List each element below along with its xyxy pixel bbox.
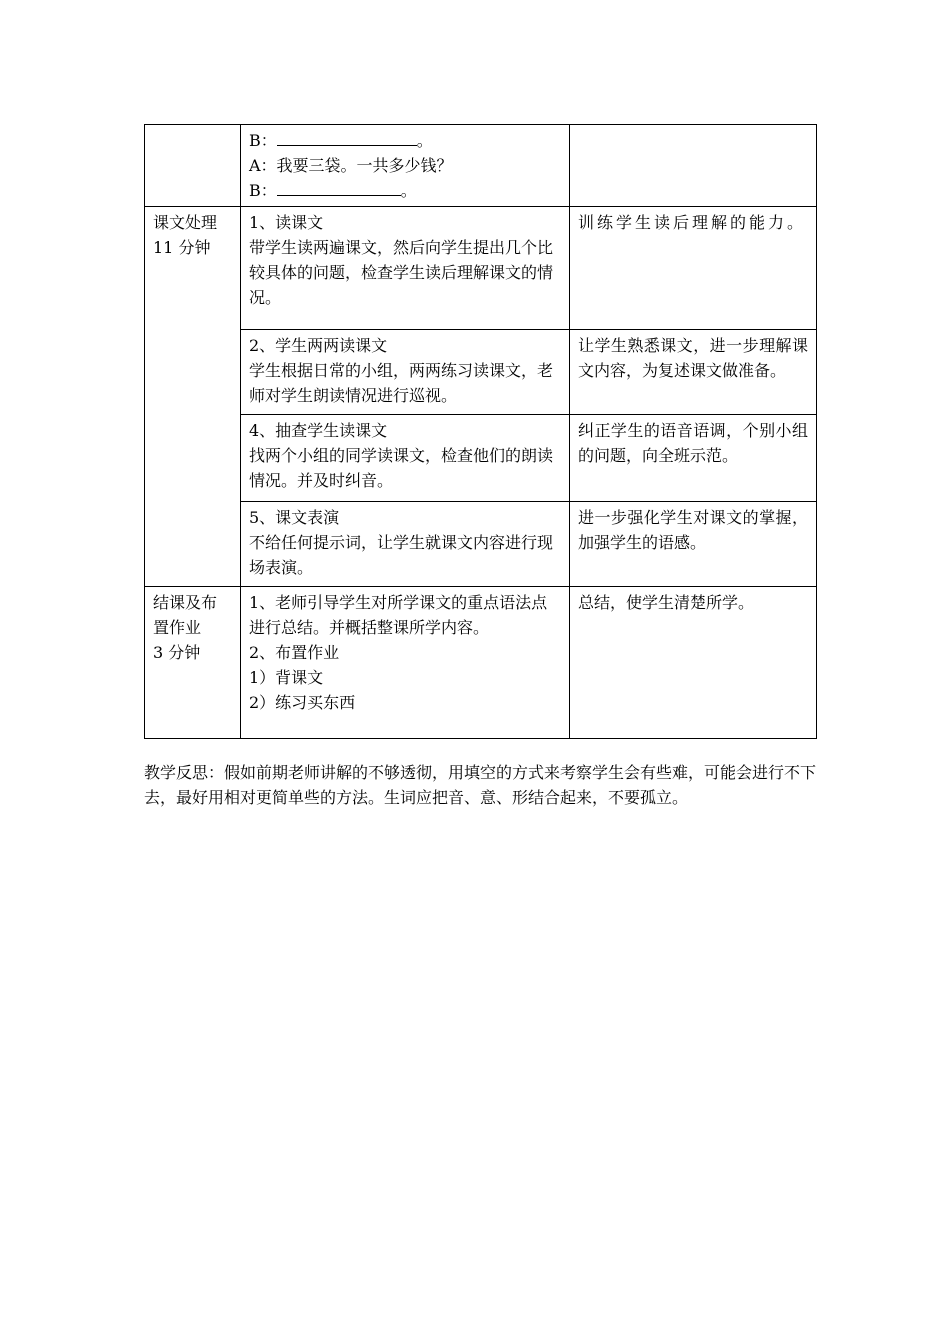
table-row	[145, 502, 817, 587]
fill-in-blank	[277, 179, 401, 196]
activity-heading: 1、读课文	[249, 213, 324, 232]
section-duration: 3 分钟	[153, 643, 201, 662]
activity-heading: 2、布置作业	[249, 643, 340, 662]
activity-body: 找两个小组的同学读课文，检查他们的朗读情况。并及时纠音。	[249, 446, 554, 490]
activity-cell	[241, 502, 570, 587]
table-row	[145, 125, 817, 207]
dialogue-line-b1: B： 。	[249, 131, 433, 150]
activity-cell	[241, 330, 570, 415]
activity-heading: 2、学生两两读课文	[249, 336, 388, 355]
activity-body: 带学生读两遍课文，然后向学生提出几个比较具体的问题，检查学生读后理解课文的情况。	[249, 238, 554, 307]
activity-body: 学生根据日常的小组，两两练习读课文，老师对学生朗读情况进行巡视。	[249, 361, 554, 405]
purpose-cell: 训练学生读后理解的能力。	[570, 207, 817, 330]
dialogue-line-b2: B： 。	[249, 181, 417, 200]
section-title-cell	[145, 207, 241, 587]
section-duration: 11 分钟	[153, 238, 211, 257]
purpose-cell: 让学生熟悉课文，进一步理解课文内容，为复述课文做准备。	[570, 330, 817, 415]
purpose-cell	[570, 125, 817, 207]
teaching-reflection: 教学反思：假如前期老师讲解的不够透彻，用填空的方式来考察学生会有些难，可能会进行不下去，最好用相对更简单些的方法。生词应把音、意、形结合起来，不要孤立。	[144, 763, 817, 807]
purpose-cell: 纠正学生的语音语调，个别小组的问题，向全班示范。	[570, 415, 817, 502]
table-row	[145, 207, 817, 330]
table-row	[145, 415, 817, 502]
activity-heading: 4、抽查学生读课文	[249, 421, 388, 440]
activity-cell	[241, 207, 570, 330]
dialogue-line-a: A：我要三袋。一共多少钱？	[249, 156, 453, 175]
purpose-cell: 进一步强化学生对课文的掌握，加强学生的语感。	[570, 502, 817, 587]
section-title-cell	[145, 587, 241, 739]
homework-item: 1）背课文	[249, 668, 324, 687]
activity-cell	[241, 587, 570, 739]
section-title-continued: 置作业	[153, 618, 202, 637]
dialogue-cell	[241, 125, 570, 207]
section-cell-empty	[145, 125, 241, 207]
activity-body: 1、老师引导学生对所学课文的重点语法点进行总结。并概括整课所学内容。	[249, 593, 548, 637]
table-row	[145, 330, 817, 415]
fill-in-blank	[277, 129, 417, 146]
section-title: 结课及布	[153, 593, 218, 612]
table-row	[145, 587, 817, 739]
section-title: 课文处理	[153, 213, 218, 232]
activity-cell	[241, 415, 570, 502]
activity-body: 不给任何提示词，让学生就课文内容进行现场表演。	[249, 533, 554, 577]
activity-heading: 5、课文表演	[249, 508, 340, 527]
lesson-plan-table	[144, 124, 817, 739]
purpose-cell: 总结，使学生清楚所学。	[570, 587, 817, 739]
homework-item: 2）练习买东西	[249, 693, 356, 712]
